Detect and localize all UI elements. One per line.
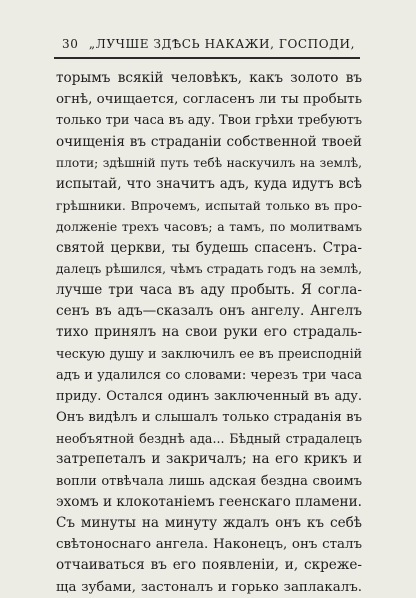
text-line: затрепеталъ и закричалъ; на его крикъ и (56, 451, 362, 468)
page-number: 30 (62, 37, 79, 51)
text-line: эхомъ и клокотаніемъ геенскаго пламени. (56, 493, 362, 510)
text-line: Онъ видѣлъ и слышалъ только страданія въ (56, 410, 362, 425)
text-line: грѣшники. Впрочемъ, испытай только въ про- (56, 198, 362, 214)
text-line: Съ минуты на минуту ждалъ онъ къ себѣ (56, 514, 362, 531)
text-line: лучше три часа въ аду пробыть. Я согла- (56, 281, 362, 298)
text-line: долженіе трехъ часовъ; а тамъ, по молитвамъ (56, 219, 362, 235)
header-rule (54, 57, 360, 59)
text-line: плоти; здѣшній путь тебѣ наскучилъ на землѣ, (56, 155, 362, 170)
text-line: святой церкви, ты будешь спасенъ. Стра- (56, 239, 362, 256)
text-line: торымъ всякій человѣкъ, какъ золото въ (56, 70, 362, 86)
text-line: далецъ рѣшился, чѣмъ страдать годъ на землѣ, (56, 261, 362, 276)
text-line: сенъ въ адъ—сказалъ онъ ангелу. Ангелъ (56, 303, 362, 320)
text-line: очищенія въ страданіи собственной твоей (56, 133, 362, 150)
text-line: ща зубами, застоналъ и горько заплакалъ. (56, 579, 362, 595)
text-line: тихо принялъ на свои руки его страдаль- (56, 324, 362, 341)
text-line: свѣтоноснаго ангела. Наконецъ, онъ сталъ (56, 537, 362, 553)
text-line: приду. Остался одинъ заключенный въ аду. (56, 388, 362, 404)
text-line: вопли отвѣчала лишь адская бездна своимъ (56, 473, 362, 489)
text-line: ческую душу и заключилъ ее въ преисподній (56, 346, 362, 362)
page-header (62, 37, 362, 51)
running-title: „ЛУЧШЕ ЗДѢСЬ НАКАЖИ, ГОСПОДИ, (88, 37, 356, 51)
text-line: только три часа въ аду. Твои грѣхи требуютъ (56, 113, 362, 129)
text-line: адъ и удалился со словами: черезъ три часа (56, 367, 362, 383)
text-line: необъятной безднѣ ада... Бѣдный страдалецъ (56, 431, 362, 447)
text-line: отчаиваться въ его появленіи, и, скреже- (56, 557, 362, 574)
text-line: огнѣ, очищается, согласенъ ли ты пробыть (56, 92, 362, 108)
text-line: испытай, что значитъ адъ, куда идутъ всѣ (56, 175, 362, 192)
body-text (56, 68, 362, 598)
